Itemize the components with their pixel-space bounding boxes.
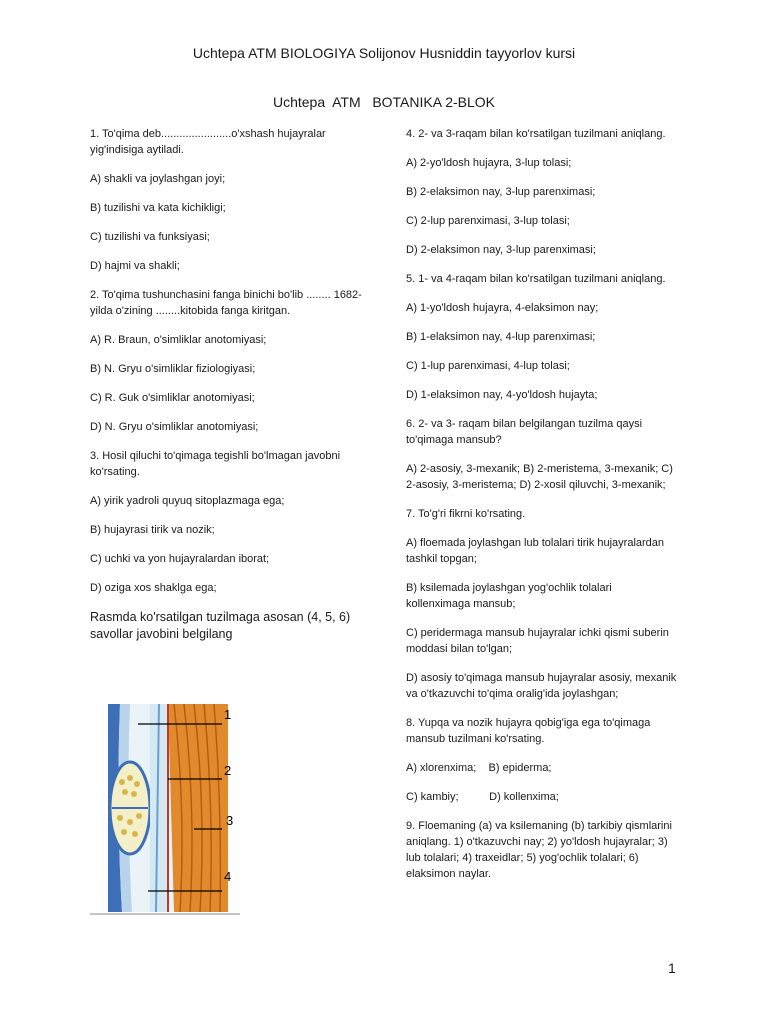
answer-option: D) oziga xos shaklga ega; xyxy=(90,582,217,594)
answer-options: A) xlorenxima; B) epiderma; xyxy=(406,762,552,774)
phloem-figure xyxy=(90,698,240,916)
question-2: 2. To'qima tushunchasini fanga binichi bo'lib ........ 1682-yilda o'zining ........kitobida fanga kiritgan. xyxy=(90,289,362,317)
answer-option: D) asosiy to'qimaga mansub hujayralar asosiy, mexanik va o'tkazuvchi to'qima oralig'ida joylashgan; xyxy=(406,672,677,700)
document-title: Uchtepa ATM BOTANIKA 2-BLOK xyxy=(272,94,495,110)
question-5: 5. 1- va 4-raqam bilan ko'rsatilgan tuzilmani aniqlang. xyxy=(406,273,666,285)
answer-option: A) R. Braun, o'simliklar anotomiyasi; xyxy=(90,334,267,346)
question-7: 7. To'g'ri fikrni ko'rsating. xyxy=(406,508,526,520)
answer-option: C) 1-lup parenximasi, 4-lup tolasi; xyxy=(406,360,570,372)
page-number: 1 xyxy=(668,960,676,976)
answer-option: B) 1-elaksimon nay, 4-lup parenximasi; xyxy=(406,331,596,343)
answer-option: B) 2-elaksimon nay, 3-lup parenximasi; xyxy=(406,186,596,198)
answer-option: B) ksilemada joylashgan yog'ochlik tolalari kollenximaga mansub; xyxy=(406,582,612,610)
answer-option: D) 2-elaksimon nay, 3-lup parenximasi; xyxy=(406,244,596,256)
right-column xyxy=(406,126,678,895)
answer-option: C) 2-lup parenximasi, 3-lup tolasi; xyxy=(406,215,570,227)
answer-option: B) hujayrasi tirik va nozik; xyxy=(90,524,215,536)
question-3: 3. Hosil qiluchi to'qimaga tegishli bo'lmagan javobni ko'rsating. xyxy=(90,450,341,478)
answer-option: A) floemada joylashgan lub tolalari tirik hujayralardan tashkil topgan; xyxy=(406,537,665,565)
question-8: 8. Yupqa va nozik hujayra qobig'iga ega to'qimaga mansub tuzilmani ko'rsating. xyxy=(406,717,651,745)
phloem-diagram-image xyxy=(90,698,240,916)
figure-label-2: 2 xyxy=(224,763,232,778)
answer-option: B) tuzilishi va kata kichikligi; xyxy=(90,202,226,214)
question-6: 6. 2- va 3- raqam bilan belgilangan tuzilma qaysi to'qimaga mansub? xyxy=(406,418,643,446)
answer-option: C) peridermaga mansub hujayralar ichki qismi suberin moddasi bilan to'lgan; xyxy=(406,627,669,655)
figure-label-3: 3 xyxy=(226,813,234,828)
figure-label-1: 1 xyxy=(224,707,232,722)
figure-label-4: 4 xyxy=(224,869,232,884)
left-column xyxy=(90,126,370,656)
answer-option: A) shakli va joylashgan joyi; xyxy=(90,173,226,185)
question-4: 4. 2- va 3-raqam bilan ko'rsatilgan tuzilmani aniqlang. xyxy=(406,128,666,140)
answer-option: A) yirik yadroli quyuq sitoplazmaga ega; xyxy=(90,495,285,507)
answer-option: A) 2-yo'ldosh hujayra, 3-lup tolasi; xyxy=(406,157,572,169)
answer-options: A) 2-asosiy, 3-mexanik; B) 2-meristema, 3-mexanik; C) 2-asosiy, 3-meristema; D) 2-xosil qiluvchi, 3-mexanik; xyxy=(406,463,673,491)
page-header: Uchtepa ATM BIOLOGIYA Solijonov Husniddin tayyorlov kursi xyxy=(192,45,576,61)
question-1: 1. To'qima deb.......................o'xshash hujayralar yig'indisiga aytiladi. xyxy=(90,128,326,156)
answer-options: C) kambiy; D) kollenxima; xyxy=(406,791,559,803)
answer-option: B) N. Gryu o'simliklar fiziologiyasi; xyxy=(90,363,256,375)
question-9: 9. Floemaning (a) va ksilemaning (b) tarkibiy qismlarini aniqlang. 1) o'tkazuvchi nay; 2) yo'ldosh hujayralar; 3) lub tolalari; 4) traxeidlar; 5) yog'ochlik tolalari; 6) elaksimon naylar. xyxy=(406,820,672,880)
answer-option: C) R. Guk o'simliklar anotomiyasi; xyxy=(90,392,255,404)
answer-option: D) hajmi va shakli; xyxy=(90,260,180,272)
answer-option: A) 1-yo'ldosh hujayra, 4-elaksimon nay; xyxy=(406,302,599,314)
answer-option: C) tuzilishi va funksiyasi; xyxy=(90,231,210,243)
figure-instruction: Rasmda ko'rsatilgan tuzilmaga asosan (4, 5, 6) savollar javobini belgilang xyxy=(90,610,351,641)
answer-option: D) N. Gryu o'simliklar anotomiyasi; xyxy=(90,421,259,433)
answer-option: D) 1-elaksimon nay, 4-yo'ldosh hujayta; xyxy=(406,389,598,401)
answer-option: C) uchki va yon hujayralardan iborat; xyxy=(90,553,270,565)
